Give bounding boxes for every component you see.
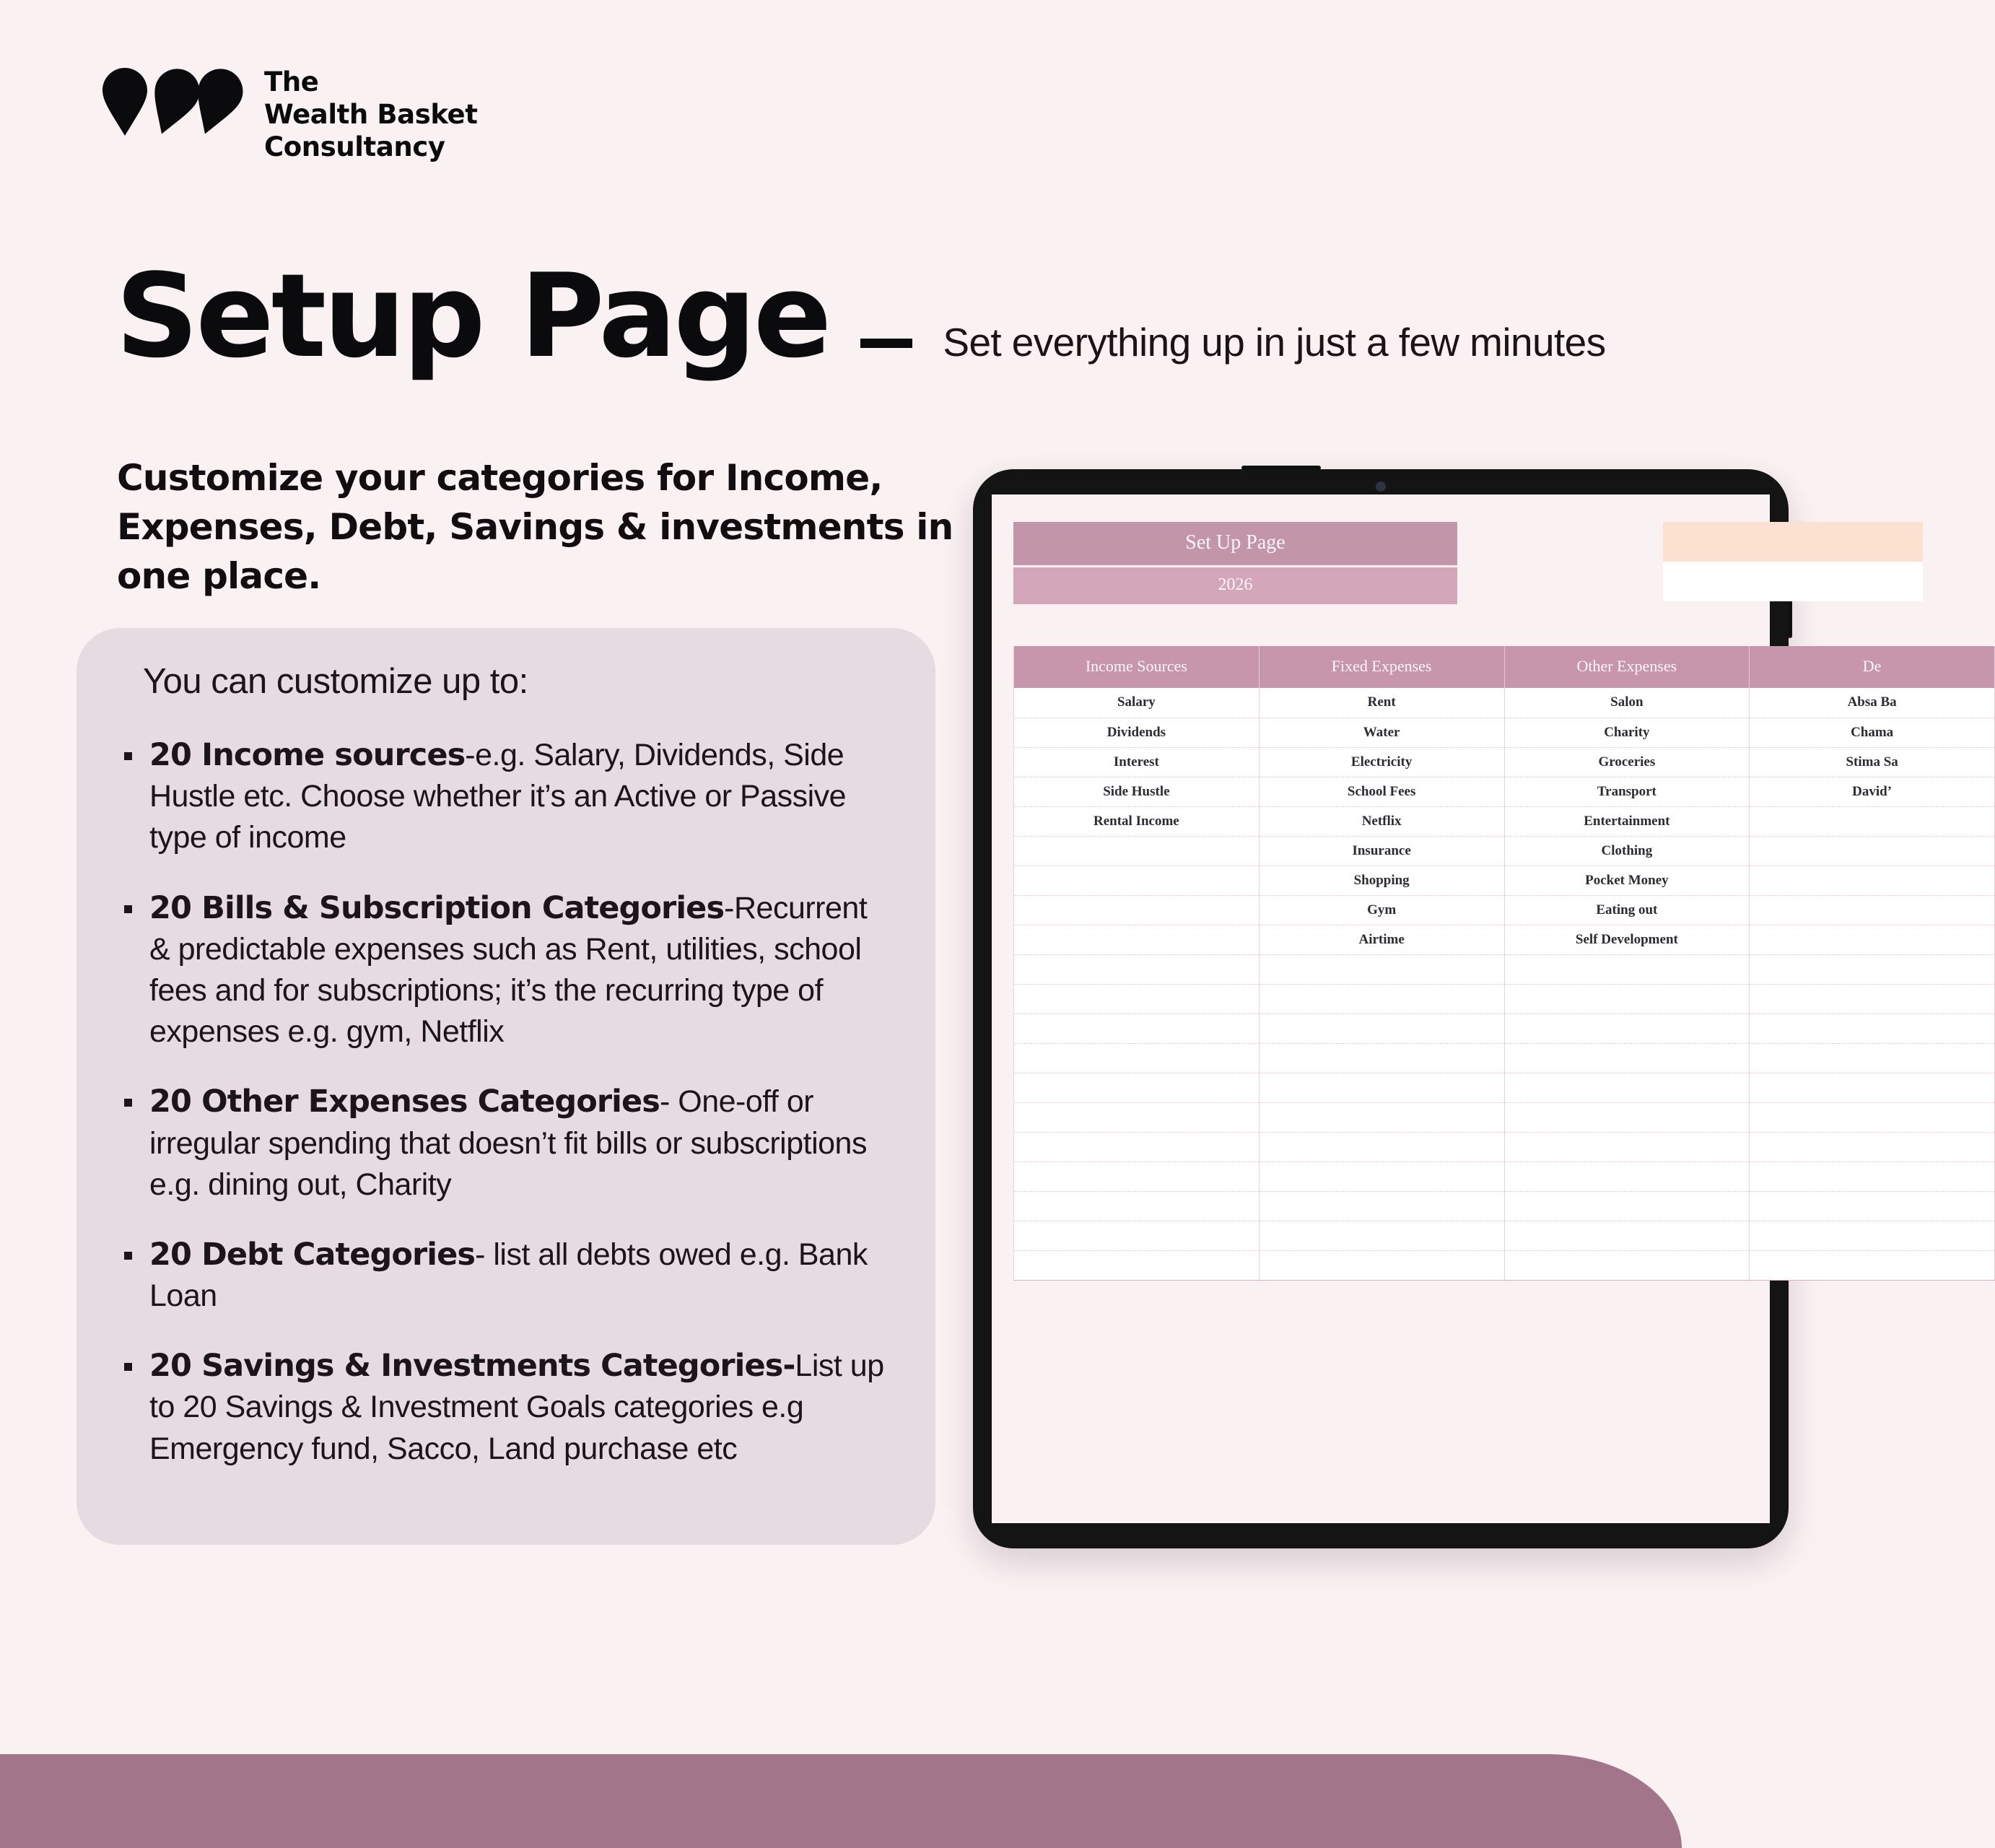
table-cell[interactable]	[1750, 1161, 1995, 1191]
bullet-square-icon	[124, 752, 132, 760]
table-cell[interactable]	[1014, 1250, 1260, 1280]
table-row	[1014, 1132, 1995, 1161]
list-item-text	[149, 888, 895, 1053]
table-cell[interactable]: Side Hustle	[1014, 777, 1260, 806]
tablet-camera-icon	[1376, 481, 1386, 492]
table-cell[interactable]	[1750, 1221, 1995, 1250]
table-cell[interactable]: Transport	[1504, 777, 1750, 806]
list-item-text	[149, 1346, 895, 1470]
table-cell[interactable]: Rental Income	[1014, 806, 1260, 836]
table-row	[1014, 1043, 1995, 1073]
tablet-top-button	[1241, 466, 1321, 470]
table-cell[interactable]	[1014, 1221, 1260, 1250]
headline-row	[115, 248, 1606, 383]
table-cell[interactable]: Clothing	[1504, 836, 1750, 866]
table-row	[1014, 895, 1995, 925]
table-row	[1014, 1250, 1995, 1280]
table-cell[interactable]	[1259, 1043, 1504, 1073]
table-cell[interactable]	[1014, 925, 1260, 954]
bullet-square-icon	[124, 1099, 132, 1107]
table-row	[1014, 836, 1995, 866]
table-cell[interactable]: Salon	[1504, 688, 1750, 718]
table-cell[interactable]	[1014, 1191, 1260, 1221]
table-cell[interactable]	[1504, 1250, 1750, 1280]
list-item-text	[149, 1081, 895, 1206]
list-item-description: List up to 20 Savings & Investment Goals categories e.g Emergency fund, Sacco, Land purchase etc	[149, 1348, 884, 1466]
table-row	[1014, 1073, 1995, 1102]
table-row	[1014, 747, 1995, 777]
table-cell[interactable]: Salary	[1014, 688, 1260, 718]
table-cell[interactable]	[1750, 895, 1995, 925]
bullet-square-icon	[124, 905, 132, 913]
table-row	[1014, 1191, 1995, 1221]
list-item-text	[149, 1234, 895, 1317]
table-cell[interactable]: Shopping	[1259, 866, 1504, 895]
table-cell[interactable]: Self Development	[1504, 925, 1750, 954]
table-cell[interactable]	[1014, 836, 1260, 866]
table-cell[interactable]	[1014, 1161, 1260, 1191]
table-cell[interactable]	[1750, 836, 1995, 866]
list-item-description: -Recurrent & predictable expenses such as Rent, utilities, school fees and for subscriptions; it’s the recurring type of expenses e.g. gym, Netflix	[149, 890, 868, 1050]
table-cell[interactable]	[1504, 984, 1750, 1014]
list-item	[124, 888, 895, 1053]
table-cell[interactable]	[1750, 925, 1995, 954]
table-cell[interactable]: Eating out	[1504, 895, 1750, 925]
table-row	[1014, 954, 1995, 984]
table-cell[interactable]: Rent	[1259, 688, 1504, 718]
list-item-description: -e.g. Salary, Dividends, Side Hustle etc. Choose whether it’s an Active or Passive type of income	[149, 738, 847, 855]
list-item-label: 20 Other Expenses Categories	[149, 1084, 660, 1120]
table-cell[interactable]	[1259, 1102, 1504, 1132]
intro-paragraph: Customize your categories for Income, Expenses, Debt, Savings & investments in one place.	[117, 457, 953, 597]
list-item-text	[149, 735, 895, 859]
three-petal-w-mark	[101, 66, 230, 164]
table-cell[interactable]: Charity	[1504, 718, 1750, 747]
table-cell[interactable]: Chama	[1750, 718, 1995, 747]
table-cell[interactable]	[1504, 1132, 1750, 1161]
bullet-square-icon	[124, 1363, 132, 1371]
table-cell[interactable]	[1259, 1250, 1504, 1280]
column-header: De	[1750, 646, 1995, 688]
table-row	[1014, 806, 1995, 836]
categories-table	[1013, 646, 1995, 1281]
list-item	[124, 1234, 895, 1317]
page-tagline: Set everything up in just a few minutes	[943, 320, 1606, 365]
table-cell[interactable]	[1259, 954, 1504, 984]
table-cell[interactable]: Water	[1259, 718, 1504, 747]
column-header: Fixed Expenses	[1259, 646, 1504, 688]
table-cell[interactable]	[1014, 1014, 1260, 1043]
table-cell[interactable]	[1014, 1132, 1260, 1161]
table-cell[interactable]: Absa Ba	[1750, 688, 1995, 718]
brand-line-3: Consultancy	[264, 131, 445, 162]
table-cell[interactable]: Insurance	[1259, 836, 1504, 866]
table-cell[interactable]	[1504, 1014, 1750, 1043]
list-item-description: - One-off or irregular spending that doesn’t fit bills or subscriptions e.g. dining out, Charity	[149, 1084, 867, 1202]
page-title: Setup Page	[115, 248, 829, 383]
card-title: You can customize up to:	[143, 662, 528, 701]
brand-line-1: The	[264, 66, 319, 98]
table-header-row	[1014, 646, 1995, 688]
list-item	[124, 1081, 895, 1206]
table-row	[1014, 1161, 1995, 1191]
brand-wordmark	[264, 66, 478, 163]
column-header: Other Expenses	[1504, 646, 1750, 688]
customization-card	[77, 628, 935, 1545]
list-item-label: 20 Savings & Investments Categories-	[149, 1348, 795, 1385]
table-row	[1014, 1014, 1995, 1043]
table-row	[1014, 984, 1995, 1014]
table-cell[interactable]: Groceries	[1504, 747, 1750, 777]
tablet-device	[973, 469, 1898, 1548]
table-cell[interactable]	[1504, 1191, 1750, 1221]
table-cell[interactable]: Stima Sa	[1750, 747, 1995, 777]
table-row	[1014, 866, 1995, 895]
table-cell[interactable]	[1750, 1102, 1995, 1132]
list-item	[124, 1346, 895, 1470]
table-cell[interactable]: Dividends	[1014, 718, 1260, 747]
list-item-label: 20 Debt Categories	[149, 1236, 476, 1273]
table-cell[interactable]	[1750, 954, 1995, 984]
table-cell[interactable]	[1014, 1102, 1260, 1132]
table-cell[interactable]	[1750, 1132, 1995, 1161]
table-cell[interactable]	[1504, 1221, 1750, 1250]
tablet-screen	[992, 494, 1898, 1523]
table-cell[interactable]	[1259, 1132, 1504, 1161]
table-cell[interactable]	[1014, 1073, 1260, 1102]
table-cell[interactable]	[1750, 1014, 1995, 1043]
table-cell[interactable]	[1014, 984, 1260, 1014]
table-cell[interactable]: David’	[1750, 777, 1995, 806]
table-row	[1014, 925, 1995, 954]
table-cell[interactable]	[1504, 1043, 1750, 1073]
sheet-year: 2026	[1013, 567, 1457, 604]
table-cell[interactable]: Pocket Money	[1504, 866, 1750, 895]
table-cell[interactable]	[1750, 984, 1995, 1014]
sheet-peach-block	[1663, 522, 1923, 562]
table-row	[1014, 688, 1995, 718]
sheet-topbar	[1013, 522, 1457, 604]
table-cell[interactable]: Interest	[1014, 747, 1260, 777]
table-cell[interactable]	[1014, 895, 1260, 925]
table-cell[interactable]	[1259, 984, 1504, 1014]
table-cell[interactable]	[1750, 866, 1995, 895]
table-row	[1014, 718, 1995, 747]
table-cell[interactable]	[1750, 1191, 1995, 1221]
table-head	[1014, 646, 1995, 688]
table-cell[interactable]	[1750, 806, 1995, 836]
table-body	[1014, 688, 1995, 1280]
list-item-label: 20 Bills & Subscription Categories	[149, 889, 725, 926]
sheet-title: Set Up Page	[1013, 522, 1457, 565]
table-cell[interactable]	[1750, 1043, 1995, 1073]
table-row	[1014, 1221, 1995, 1250]
brand-line-2: Wealth Basket	[264, 99, 478, 131]
table-cell[interactable]: School Fees	[1259, 777, 1504, 806]
list-item-label: 20 Income sources	[149, 737, 466, 773]
list-item	[124, 735, 895, 859]
table-cell[interactable]: Electricity	[1259, 747, 1504, 777]
list-item-description: - list all debts owed e.g. Bank Loan	[149, 1237, 868, 1314]
brand-logo	[101, 66, 478, 164]
table-cell[interactable]	[1259, 1073, 1504, 1102]
table-cell[interactable]	[1504, 1102, 1750, 1132]
table-cell[interactable]	[1750, 1073, 1995, 1102]
bottom-band	[0, 1754, 1682, 1848]
spreadsheet	[992, 494, 1898, 1523]
table-cell[interactable]	[1014, 1043, 1260, 1073]
table-cell[interactable]: Airtime	[1259, 925, 1504, 954]
table-cell[interactable]	[1750, 1250, 1995, 1280]
table-cell[interactable]	[1504, 954, 1750, 984]
table-cell[interactable]	[1259, 1221, 1504, 1250]
table-cell[interactable]	[1259, 1161, 1504, 1191]
table-cell[interactable]	[1014, 866, 1260, 895]
table-cell[interactable]: Netflix	[1259, 806, 1504, 836]
table-row	[1014, 777, 1995, 806]
table-cell[interactable]	[1259, 1191, 1504, 1221]
table-cell[interactable]	[1504, 1161, 1750, 1191]
sheet-white-block	[1663, 562, 1923, 601]
headline-dash-icon	[860, 339, 912, 348]
table-row	[1014, 1102, 1995, 1132]
table-cell[interactable]: Gym	[1259, 895, 1504, 925]
table-cell[interactable]	[1014, 954, 1260, 984]
table-cell[interactable]: Entertainment	[1504, 806, 1750, 836]
table-cell[interactable]	[1259, 1014, 1504, 1043]
column-header: Income Sources	[1014, 646, 1260, 688]
bullet-list	[124, 735, 895, 1499]
table-cell[interactable]	[1504, 1073, 1750, 1102]
bullet-square-icon	[124, 1252, 132, 1260]
